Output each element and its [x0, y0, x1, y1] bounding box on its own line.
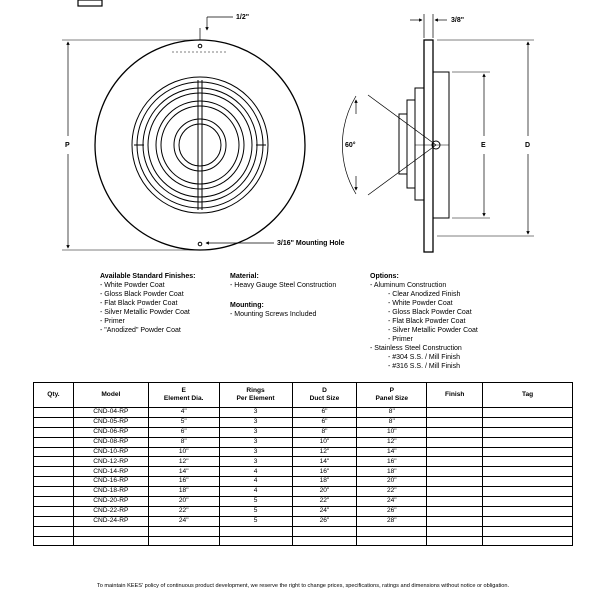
mounting-item: - Mounting Screws Included	[230, 311, 317, 318]
options-title: Options:	[370, 273, 399, 280]
table-cell	[483, 497, 573, 507]
table-cell: 24"	[148, 516, 219, 526]
column-header-line: Finish	[444, 391, 465, 398]
table-cell: 14"	[148, 467, 219, 477]
mounting-block	[230, 301, 316, 319]
table-cell	[427, 457, 483, 467]
table-cell	[73, 526, 148, 536]
material-item: - Heavy Gauge Steel Construction	[230, 282, 337, 289]
table-cell	[483, 477, 573, 487]
table-cell	[483, 536, 573, 546]
label-e: E	[481, 142, 486, 149]
table-cell: 20"	[148, 497, 219, 507]
table-cell	[483, 447, 573, 457]
table-row	[34, 526, 573, 536]
table-row	[34, 447, 573, 457]
finish-item: - Gloss Black Powder Coat	[100, 291, 184, 298]
table-row	[34, 408, 573, 418]
table-row	[34, 427, 573, 437]
table-row	[34, 487, 573, 497]
finish-item: - Silver Metallic Powder Coat	[100, 309, 190, 316]
table-cell: 26"	[292, 516, 357, 526]
option-item: - Primer	[388, 336, 413, 343]
table-cell: 4	[219, 477, 292, 487]
table-cell: 3	[219, 417, 292, 427]
title-box	[78, 0, 102, 6]
table-cell: CND-20-RP	[73, 497, 148, 507]
table-cell: CND-08-RP	[73, 437, 148, 447]
option-item: - #316 S.S. / Mill Finish	[388, 363, 460, 370]
column-header	[219, 383, 292, 408]
table-header	[34, 383, 573, 408]
table-cell	[34, 457, 74, 467]
model-table	[33, 382, 573, 546]
column-header-line: Model	[101, 391, 121, 398]
table-cell	[483, 417, 573, 427]
table-cell	[34, 417, 74, 427]
table-cell: CND-05-RP	[73, 417, 148, 427]
table-cell: 18"	[148, 487, 219, 497]
table-cell: CND-18-RP	[73, 487, 148, 497]
column-header-line: Rings	[246, 387, 265, 394]
table-cell: 14"	[292, 457, 357, 467]
column-header-line: Element Dia.	[163, 395, 204, 402]
table-row	[34, 506, 573, 516]
finish-item: - White Powder Coat	[100, 282, 165, 289]
table-cell: CND-14-RP	[73, 467, 148, 477]
label-p: P	[65, 142, 70, 149]
label-three-eighths: 3/8"	[451, 17, 465, 24]
table-cell	[427, 408, 483, 418]
table-cell: 16"	[292, 467, 357, 477]
column-header-line: E	[181, 387, 186, 394]
table-cell	[34, 447, 74, 457]
table-cell: CND-10-RP	[73, 447, 148, 457]
table-cell	[483, 516, 573, 526]
table-cell: CND-24-RP	[73, 516, 148, 526]
table-cell	[34, 408, 74, 418]
table-cell: 16"	[357, 457, 427, 467]
front-view	[95, 40, 305, 250]
three-eighths-dimension	[410, 14, 447, 38]
mounting-title: Mounting:	[230, 302, 264, 309]
table-cell	[34, 477, 74, 487]
finish-item: - Primer	[100, 318, 125, 325]
table-cell	[34, 526, 74, 536]
column-header	[483, 383, 573, 408]
option-item: - Flat Black Powder Coat	[388, 318, 466, 325]
table-cell	[427, 526, 483, 536]
table-cell: 20"	[292, 487, 357, 497]
table-cell: 4	[219, 467, 292, 477]
table-cell: 5	[219, 497, 292, 507]
footer-disclaimer: To maintain KEES' policy of continuous product development, we reserve the right to change prices, specifications, ratings and dimensions without notice or obligation.	[96, 583, 510, 589]
table-cell	[483, 487, 573, 497]
column-header-line: Qty.	[47, 391, 60, 398]
table-cell	[483, 467, 573, 477]
material-title: Material:	[230, 273, 259, 280]
table-cell	[483, 526, 573, 536]
table-cell: 3	[219, 437, 292, 447]
table-cell: 5	[219, 506, 292, 516]
table-cell: 14"	[357, 447, 427, 457]
table-cell	[292, 526, 357, 536]
table-cell: 22"	[148, 506, 219, 516]
table-cell	[292, 536, 357, 546]
table-cell: 26"	[357, 506, 427, 516]
table-cell	[427, 487, 483, 497]
table-cell	[34, 437, 74, 447]
table-cell: 22"	[357, 487, 427, 497]
column-header-line: D	[322, 387, 327, 394]
option-item: - Stainless Steel Construction	[370, 345, 462, 352]
table-cell: 10"	[357, 427, 427, 437]
table-cell	[483, 506, 573, 516]
table-cell	[34, 487, 74, 497]
option-item: - #304 S.S. / Mill Finish	[388, 354, 460, 361]
table-cell: 3	[219, 427, 292, 437]
column-header-line: Per Element	[236, 395, 275, 402]
table-cell	[357, 526, 427, 536]
table-cell	[427, 437, 483, 447]
technical-drawing	[0, 0, 600, 270]
option-item: - Gloss Black Powder Coat	[388, 309, 472, 316]
table-cell: 5	[219, 516, 292, 526]
table-cell	[483, 427, 573, 437]
table-cell	[483, 408, 573, 418]
table-cell: 18"	[292, 477, 357, 487]
table-cell	[148, 526, 219, 536]
half-inch-dimension	[200, 17, 233, 40]
table-cell	[219, 536, 292, 546]
table-cell	[34, 467, 74, 477]
table-cell	[34, 536, 74, 546]
table-cell	[34, 506, 74, 516]
options-block	[370, 272, 478, 371]
option-item: - Clear Anodized Finish	[388, 291, 461, 298]
column-header-line: Duct Size	[309, 395, 340, 402]
table-cell: 20"	[357, 477, 427, 487]
table-row	[34, 417, 573, 427]
table-cell	[427, 427, 483, 437]
table-cell	[73, 536, 148, 546]
d-dimension	[437, 40, 534, 236]
table-cell	[427, 447, 483, 457]
option-item: - Aluminum Construction	[370, 282, 447, 289]
table-cell	[357, 536, 427, 546]
table-cell	[427, 467, 483, 477]
table-cell: 3	[219, 447, 292, 457]
table-cell	[483, 437, 573, 447]
table-cell: 6"	[292, 417, 357, 427]
table-row	[34, 437, 573, 447]
table-cell: 4"	[148, 408, 219, 418]
column-header	[292, 383, 357, 408]
table-cell: 18"	[357, 467, 427, 477]
table-cell	[427, 497, 483, 507]
table-cell: CND-04-RP	[73, 408, 148, 418]
table-row	[34, 497, 573, 507]
table-cell: CND-16-RP	[73, 477, 148, 487]
table-cell: CND-12-RP	[73, 457, 148, 467]
table-cell: CND-22-RP	[73, 506, 148, 516]
table-cell	[34, 516, 74, 526]
column-header-line: Tag	[521, 391, 534, 398]
table-cell: 4	[219, 487, 292, 497]
table-row	[34, 536, 573, 546]
table-cell: 5"	[148, 417, 219, 427]
table-cell	[427, 506, 483, 516]
table-cell: 12"	[148, 457, 219, 467]
p-dimension	[62, 40, 195, 250]
option-item: - White Powder Coat	[388, 300, 453, 307]
table-cell: 16"	[148, 477, 219, 487]
material-block	[230, 272, 336, 290]
column-header-line: P	[389, 387, 394, 394]
column-header-line: Panel Size	[375, 395, 409, 402]
column-header	[73, 383, 148, 408]
table-cell	[34, 497, 74, 507]
table-cell: 3	[219, 457, 292, 467]
table-cell	[427, 536, 483, 546]
column-header	[427, 383, 483, 408]
table-cell: 8"	[292, 427, 357, 437]
table-cell: 12"	[357, 437, 427, 447]
table-cell: 6"	[148, 427, 219, 437]
table-cell	[427, 417, 483, 427]
label-half-inch: 1/2"	[236, 14, 250, 21]
option-item: - Silver Metallic Powder Coat	[388, 327, 478, 334]
table-row	[34, 516, 573, 526]
label-d: D	[525, 142, 531, 149]
table-cell	[483, 457, 573, 467]
side-view	[399, 40, 449, 252]
table-cell: 8"	[148, 437, 219, 447]
table-body	[34, 408, 573, 546]
table-cell: 8"	[357, 408, 427, 418]
table-cell	[427, 516, 483, 526]
table-cell	[148, 536, 219, 546]
table-cell: 6"	[292, 408, 357, 418]
table-row	[34, 477, 573, 487]
finishes-title: Available Standard Finishes:	[100, 273, 196, 280]
table-cell	[34, 427, 74, 437]
table-cell: 22"	[292, 497, 357, 507]
table-cell: 24"	[357, 497, 427, 507]
finish-item: - "Anodized" Powder Coat	[100, 327, 181, 334]
table-cell: CND-06-RP	[73, 427, 148, 437]
finish-item: - Flat Black Powder Coat	[100, 300, 178, 307]
table-cell: 3	[219, 408, 292, 418]
table-cell: 12"	[292, 447, 357, 457]
table-cell: 28"	[357, 516, 427, 526]
finishes-block	[100, 272, 195, 335]
column-header	[148, 383, 219, 408]
table-cell: 8"	[357, 417, 427, 427]
table-cell: 24"	[292, 506, 357, 516]
table-cell: 10"	[292, 437, 357, 447]
column-header	[34, 383, 74, 408]
column-header	[357, 383, 427, 408]
table-cell	[427, 477, 483, 487]
label-mounting-hole: 3/16" Mounting Hole	[277, 240, 345, 247]
table-cell	[219, 526, 292, 536]
label-angle: 60°	[345, 142, 356, 149]
table-cell: 10"	[148, 447, 219, 457]
table-row	[34, 457, 573, 467]
table-row	[34, 467, 573, 477]
